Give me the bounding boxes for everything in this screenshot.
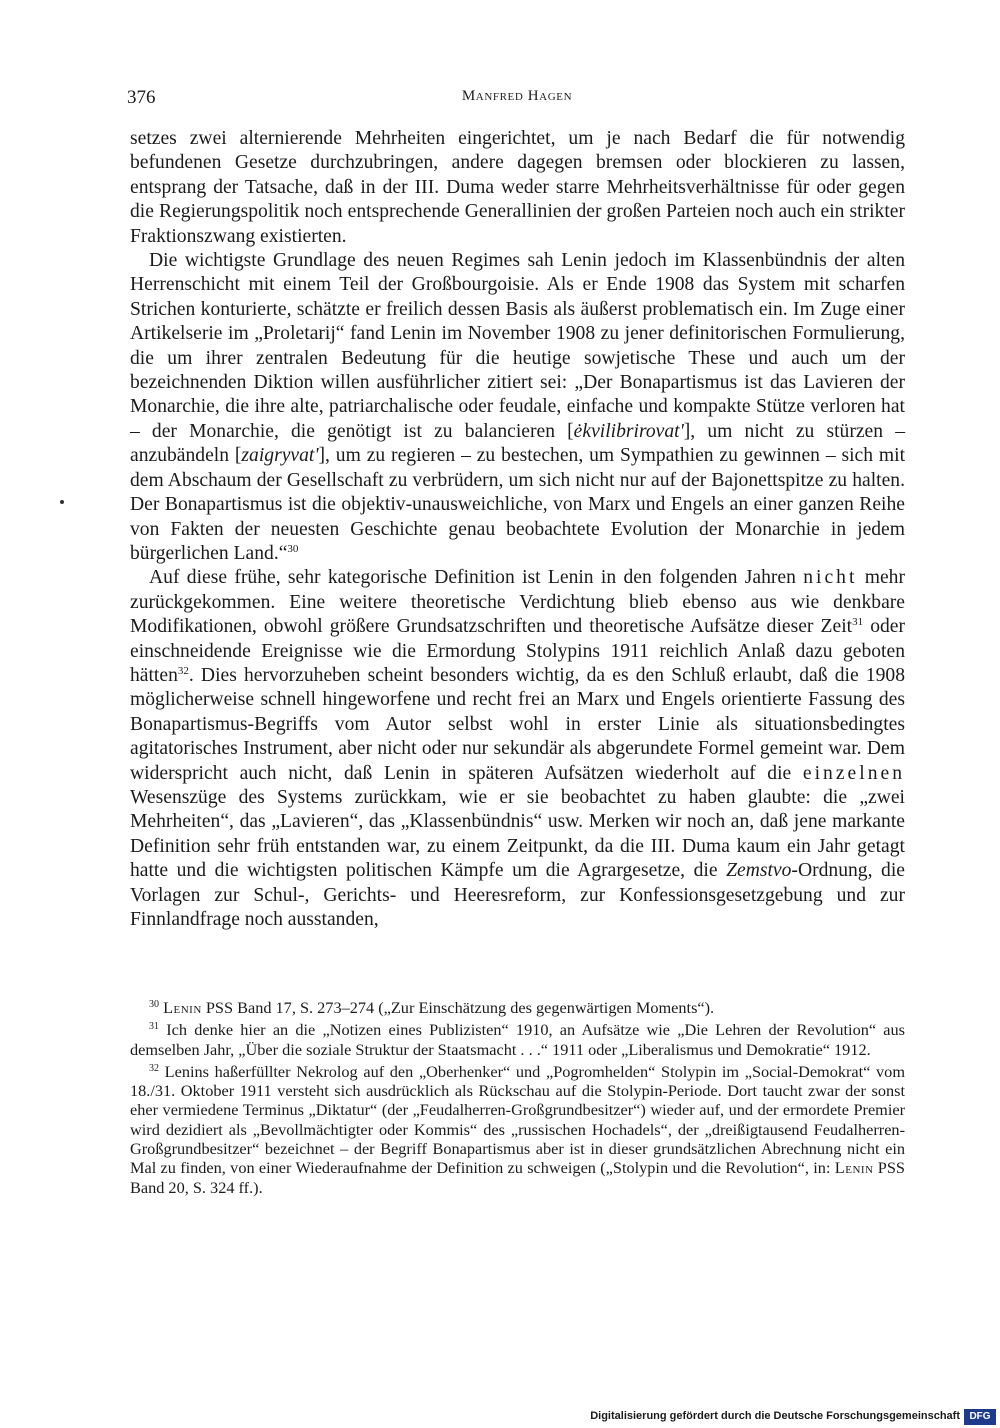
- paragraph-2: [130, 249, 905, 566]
- russian-term-1: ėkvilibrirovat': [573, 420, 684, 442]
- author-name: Lenin: [834, 1158, 874, 1178]
- footnote-number: 30: [149, 999, 159, 1010]
- paragraph-3-text: -Ordnung, die Vorlagen zur Schul-, Gerichts- und Heeresreform, zur Konfessionsgesetzgebung und zur Finnlandfrage noch ausstanden,: [130, 860, 905, 930]
- footnote-number: 31: [149, 1021, 159, 1033]
- footnote-text: PSS Band 20, S. 324 ff.).: [130, 1158, 905, 1197]
- footnote-text: Ich denke hier an die „Notizen eines Publizisten“ 1910, an Aufsätze wie „Die Lehren der Revolution“ aus demselben Jahr, „Über die soziale Struktur der Staatsmacht . . .“ 1911 oder „Liberalismus und Demokratie“ 1912.: [130, 1020, 905, 1059]
- russian-term-2: zaigryvat': [241, 445, 319, 467]
- footnote-text: PSS Band 17, S. 273–274 („Zur Einschätzung des gegenwärtigen Moments“).: [201, 998, 715, 1017]
- footnote-32: [130, 1062, 905, 1197]
- paragraph-3-text: mehr zurückgekommen. Eine weitere theoretische Verdichtung blieb ebenso aus wie denkbare Modifikationen, obwohl größere Grundsatzschriften und theoretische Aufsätze dieser Zeit: [130, 567, 905, 638]
- spaced-emphasis: einzelnen: [802, 762, 905, 784]
- footnote-ref-32[interactable]: 32: [177, 664, 189, 677]
- footnote-31: [130, 1020, 905, 1059]
- running-head: Manfred Hagen: [461, 88, 573, 104]
- dfg-logo-icon[interactable]: DFG: [964, 1409, 996, 1425]
- paragraph-3-text: Auf diese frühe, sehr kategorische Definition ist Lenin in den folgenden Jahren: [149, 567, 804, 589]
- paragraph-2-text: ], um zu regieren – zu bestechen, um Sympathien zu gewinnen – sich mit dem Abschaum der Gesellschaft zu verbrüdern, um sich nicht nur auf der Bajonettspitze zu halten. Der Bonapartismus ist die objektiv-unausweichliche, von Marx und Engels an einer ganzen Reihe von Fakten der neuesten Geschichte genau beobachtete Evolution der Monarchie in jedem bürgerlichen Land.“: [130, 445, 906, 564]
- footnote-ref-30[interactable]: 30: [287, 542, 299, 555]
- footnote-text: Lenins haßerfüllter Nekrolog auf den „Oberhenker“ und „Pogromhelden“ Stolypin im „Social-Demokrat“ vom 18./31. Oktober 1911 versteht sich ausdrücklich als Rückschau auf die Stolypin-Periode. Dort taucht zwar der sonst eher vermiedene Terminus „Diktatur“ (der „Feudalherren-Großgrundbesitzer“) wieder auf, und der ermordete Premier wird dezidiert als „Bevollmächtigter oder Kommis“ des „russischen Hochadels“, der „dreißigtausend Feudalherren-Großgrundbesitzer“ bezeichnet – der Begriff Bonapartismus aber ist in dieser grundsätzlichen Abrechnung nicht ein Mal zu finden, von einer Wiederaufnahme der Definition zu schweigen („Stolypin und die Revolution“, in:: [130, 1061, 905, 1178]
- italic-term: Zemstvo: [726, 860, 792, 882]
- spaced-emphasis: nicht: [803, 567, 858, 589]
- paragraph-1: setzes zwei alternierende Mehrheiten eingerichtet, um je nach Bedarf die für notwendig befundenen Gesetze durchzubringen, andere dagegen bremsen oder blockieren zu lassen, entsprang der Tatsache, daß in der III. Duma weder starre Mehrheitsverhältnisse für oder gegen die Regierungspolitik noch entsprechende Generallinien der großen Parteien noch auch ein strikter Fraktionszwang existierten.: [130, 128, 905, 247]
- funding-notice: Digitalisierung gefördert durch die Deutsche Forschungsgemeinschaft: [590, 1410, 960, 1422]
- footnote-ref-31[interactable]: 31: [852, 616, 864, 629]
- paragraph-2-text: Die wichtigste Grundlage des neuen Regimes sah Lenin jedoch im Klassenbündnis der alten Herrenschicht mit einem Teil der Großbourgoisie. Als er Ende 1908 das System mit scharfen Strichen konturierte, schätzte er freilich dessen Basis als äußerst problematisch ein. Im Zuge einer Artikelserie im „Proletarij“ fand Lenin im November 1908 zu jener definitorischen Formulierung, die um ihrer zentralen Bedeutung für die heutige sowjetische These und auch um der bezeichnenden Diktion willen ausführlicher zitiert sei: „Der Bonapartismus ist das Lavieren der Monarchie, die ihre alte, patriarchalische oder feudale, einfache und kompakte Stütze verloren hat – der Monarchie, die genötigt ist zu balancieren [: [130, 250, 905, 442]
- footnote-number: 32: [149, 1062, 159, 1074]
- margin-mark: [60, 500, 64, 504]
- paragraph-3: [130, 566, 905, 932]
- paragraph-3-text: . Dies hervorzuheben scheint besonders wichtig, da es den Schluß erlaubt, daß die 1908 möglicherweise schnell hingeworfene und recht frei an Marx und Engels orientierte Fassung des Bonapartismus-Begriffs vom Autor selbst wohl in erster Linie als situationsbedingtes agitatorisches Instrument, aber nicht oder nur sekundär als abgerundete Formel gemeint war. Dem widerspricht auch nicht, daß Lenin in späteren Aufsätzen wiederholt auf die: [130, 664, 905, 784]
- footnote-30: [130, 998, 905, 1017]
- digitization-footer: [590, 1407, 1000, 1428]
- paragraph-2-text: ], um nicht zu stürzen – anzubändeln [: [130, 420, 905, 467]
- page-header: [127, 87, 907, 117]
- paragraph-3-text: Wesenszüge des Systems zurückkam, wie er sie beobachtet zu haben glaubte: die „zwei Mehrheiten“, das „Lavieren“, das „Klassenbündnis“ usw. Merken wir noch an, daß jene markante Definition sehr früh entstanden war, zu einem Zeitpunkt, da die III. Duma kaum ein Jahr getagt hatte und die wichtigsten politischen Kämpfe um die Agrargesetze, die: [130, 786, 905, 882]
- footnotes: [130, 998, 905, 1200]
- author-name: Lenin: [163, 998, 202, 1017]
- paragraph-3-text: oder einschneidende Ereignisse wie die Ermordung Stolypins 1911 reichlich Anlaß dazu geboten hätten: [130, 616, 906, 686]
- page-number: 376: [127, 87, 156, 108]
- main-text: [130, 127, 905, 932]
